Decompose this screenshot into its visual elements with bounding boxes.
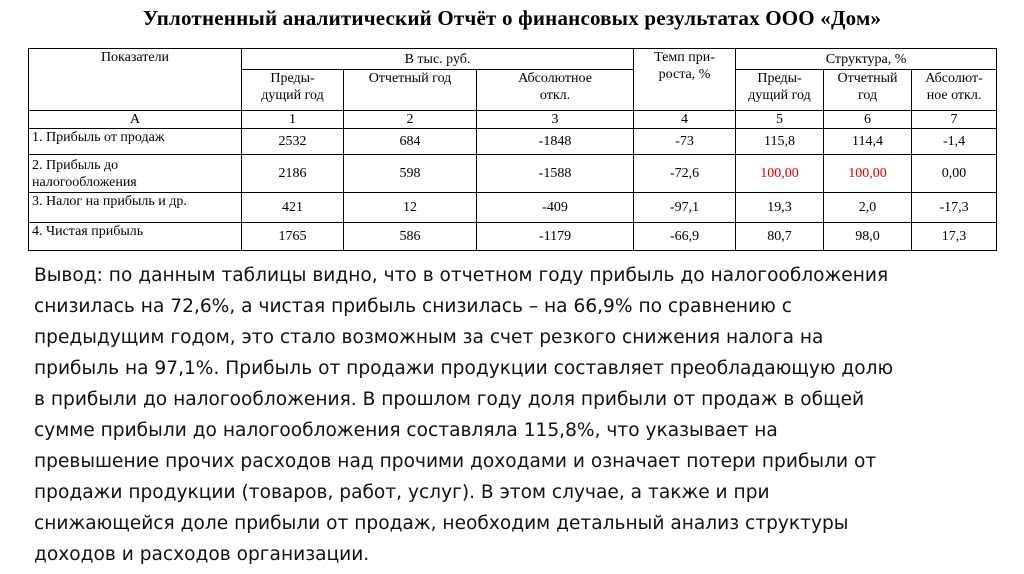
cell-structure-prev: 80,7 (736, 223, 824, 251)
cell-growth-rate: -97,1 (634, 193, 736, 223)
column-number: 3 (477, 111, 634, 129)
cell-structure-prev: 19,3 (736, 193, 824, 223)
cell-growth-rate: -73 (634, 129, 736, 155)
cell-structure-abs: -1,4 (912, 129, 997, 155)
cell-structure-report: 98,0 (824, 223, 912, 251)
conclusion-line: прибыль на 97,1%. Прибыль от продажи продукции составляет преобладающую долю (34, 358, 894, 379)
header-prev-year (242, 70, 344, 111)
row-label: 4. Чистая прибыль (29, 223, 242, 251)
table-row (29, 129, 997, 155)
row-label-line2: налогообложения (32, 174, 137, 190)
header-indicators: Показатели (29, 49, 242, 111)
cell-structure-report: 100,00 (824, 155, 912, 193)
header-thousand-rub: В тыс. руб. (242, 49, 634, 70)
cell-prev-year: 2532 (242, 129, 344, 155)
row-label-line1: 2. Прибыль до (32, 157, 119, 173)
conclusion-line: снизилась на 72,6%, а чистая прибыль снизилась – на 66,9% по сравнению с (34, 296, 792, 317)
row-label: 1. Прибыль от продаж (29, 129, 242, 155)
column-number: 6 (824, 111, 912, 129)
header-structure-prev-line1: Преды- (757, 71, 802, 86)
column-number-row (29, 111, 997, 129)
header-structure-report-line2: год (857, 88, 878, 103)
conclusion-text (34, 260, 994, 570)
column-number: 4 (634, 111, 736, 129)
cell-prev-year: 421 (242, 193, 344, 223)
column-number: 1 (242, 111, 344, 129)
page-title: Уплотненный аналитический Отчёт о финансовых результатах ООО «Дом» (142, 6, 882, 30)
header-structure-report-line1: Отчетный (837, 71, 898, 86)
header-growth-rate-line2: роста, % (658, 67, 711, 82)
cell-structure-prev: 100,00 (736, 155, 824, 193)
header-structure-prev (736, 70, 824, 111)
cell-abs-deviation: -1588 (477, 155, 634, 193)
cell-report-year: 586 (344, 223, 477, 251)
cell-report-year: 12 (344, 193, 477, 223)
header-report-year: Отчетный год (344, 70, 477, 111)
header-abs-deviation-line2: откл. (539, 88, 571, 103)
conclusion-line: снижающейся доле прибыли от продаж, необходим детальный анализ структуры (34, 513, 849, 534)
column-number: 2 (344, 111, 477, 129)
cell-abs-deviation: -1848 (477, 129, 634, 155)
header-prev-year-line2: дущий год (261, 88, 324, 103)
column-number: А (29, 111, 242, 129)
header-abs-deviation (477, 70, 634, 111)
cell-abs-deviation: -1179 (477, 223, 634, 251)
cell-report-year: 684 (344, 129, 477, 155)
cell-growth-rate: -72,6 (634, 155, 736, 193)
cell-report-year: 598 (344, 155, 477, 193)
conclusion-line: Вывод: по данным таблицы видно, что в отчетном году прибыль до налогообложения (34, 265, 889, 286)
header-abs-deviation-line1: Абсолютное (518, 71, 592, 86)
header-structure-abs (912, 70, 997, 111)
cell-structure-report: 114,4 (824, 129, 912, 155)
conclusion-line: сумме прибыли до налогообложения составляла 115,8%, что указывает на (34, 420, 778, 441)
cell-structure-abs: 17,3 (912, 223, 997, 251)
cell-abs-deviation: -409 (477, 193, 634, 223)
header-structure-abs-line2: ное откл. (926, 88, 982, 103)
conclusion-line: продажи продукции (товаров, работ, услуг). В этом случае, а также и при (34, 482, 770, 503)
table-row (29, 155, 997, 193)
header-structure: Структура, % (736, 49, 997, 70)
cell-prev-year: 2186 (242, 155, 344, 193)
cell-structure-report: 2,0 (824, 193, 912, 223)
cell-structure-abs: 0,00 (912, 155, 997, 193)
conclusion-line: в прибыли до налогообложения. В прошлом году доля прибыли от продаж в общей (34, 389, 865, 410)
table-row (29, 223, 997, 251)
header-structure-abs-line1: Абсолют- (925, 71, 983, 86)
conclusion-line: превышение прочих расходов над прочими доходами и означает потери прибыли от (34, 451, 877, 472)
financial-results-table (28, 48, 997, 251)
row-label: 3. Налог на прибыль и др. (29, 193, 242, 223)
header-row-1 (29, 49, 997, 70)
table-row (29, 193, 997, 223)
conclusion-line: доходов и расходов организации. (34, 544, 370, 565)
header-growth-rate (634, 49, 736, 111)
header-structure-report (824, 70, 912, 111)
cell-structure-prev: 115,8 (736, 129, 824, 155)
cell-growth-rate: -66,9 (634, 223, 736, 251)
cell-prev-year: 1765 (242, 223, 344, 251)
conclusion-line: предыдущим годом, это стало возможным за счет резкого снижения налога на (34, 327, 824, 348)
column-number: 5 (736, 111, 824, 129)
cell-structure-abs: -17,3 (912, 193, 997, 223)
header-prev-year-line1: Преды- (270, 71, 315, 86)
row-label (29, 155, 242, 193)
column-number: 7 (912, 111, 997, 129)
header-structure-prev-line2: дущий год (748, 88, 811, 103)
header-growth-rate-line1: Темп при- (654, 50, 715, 65)
